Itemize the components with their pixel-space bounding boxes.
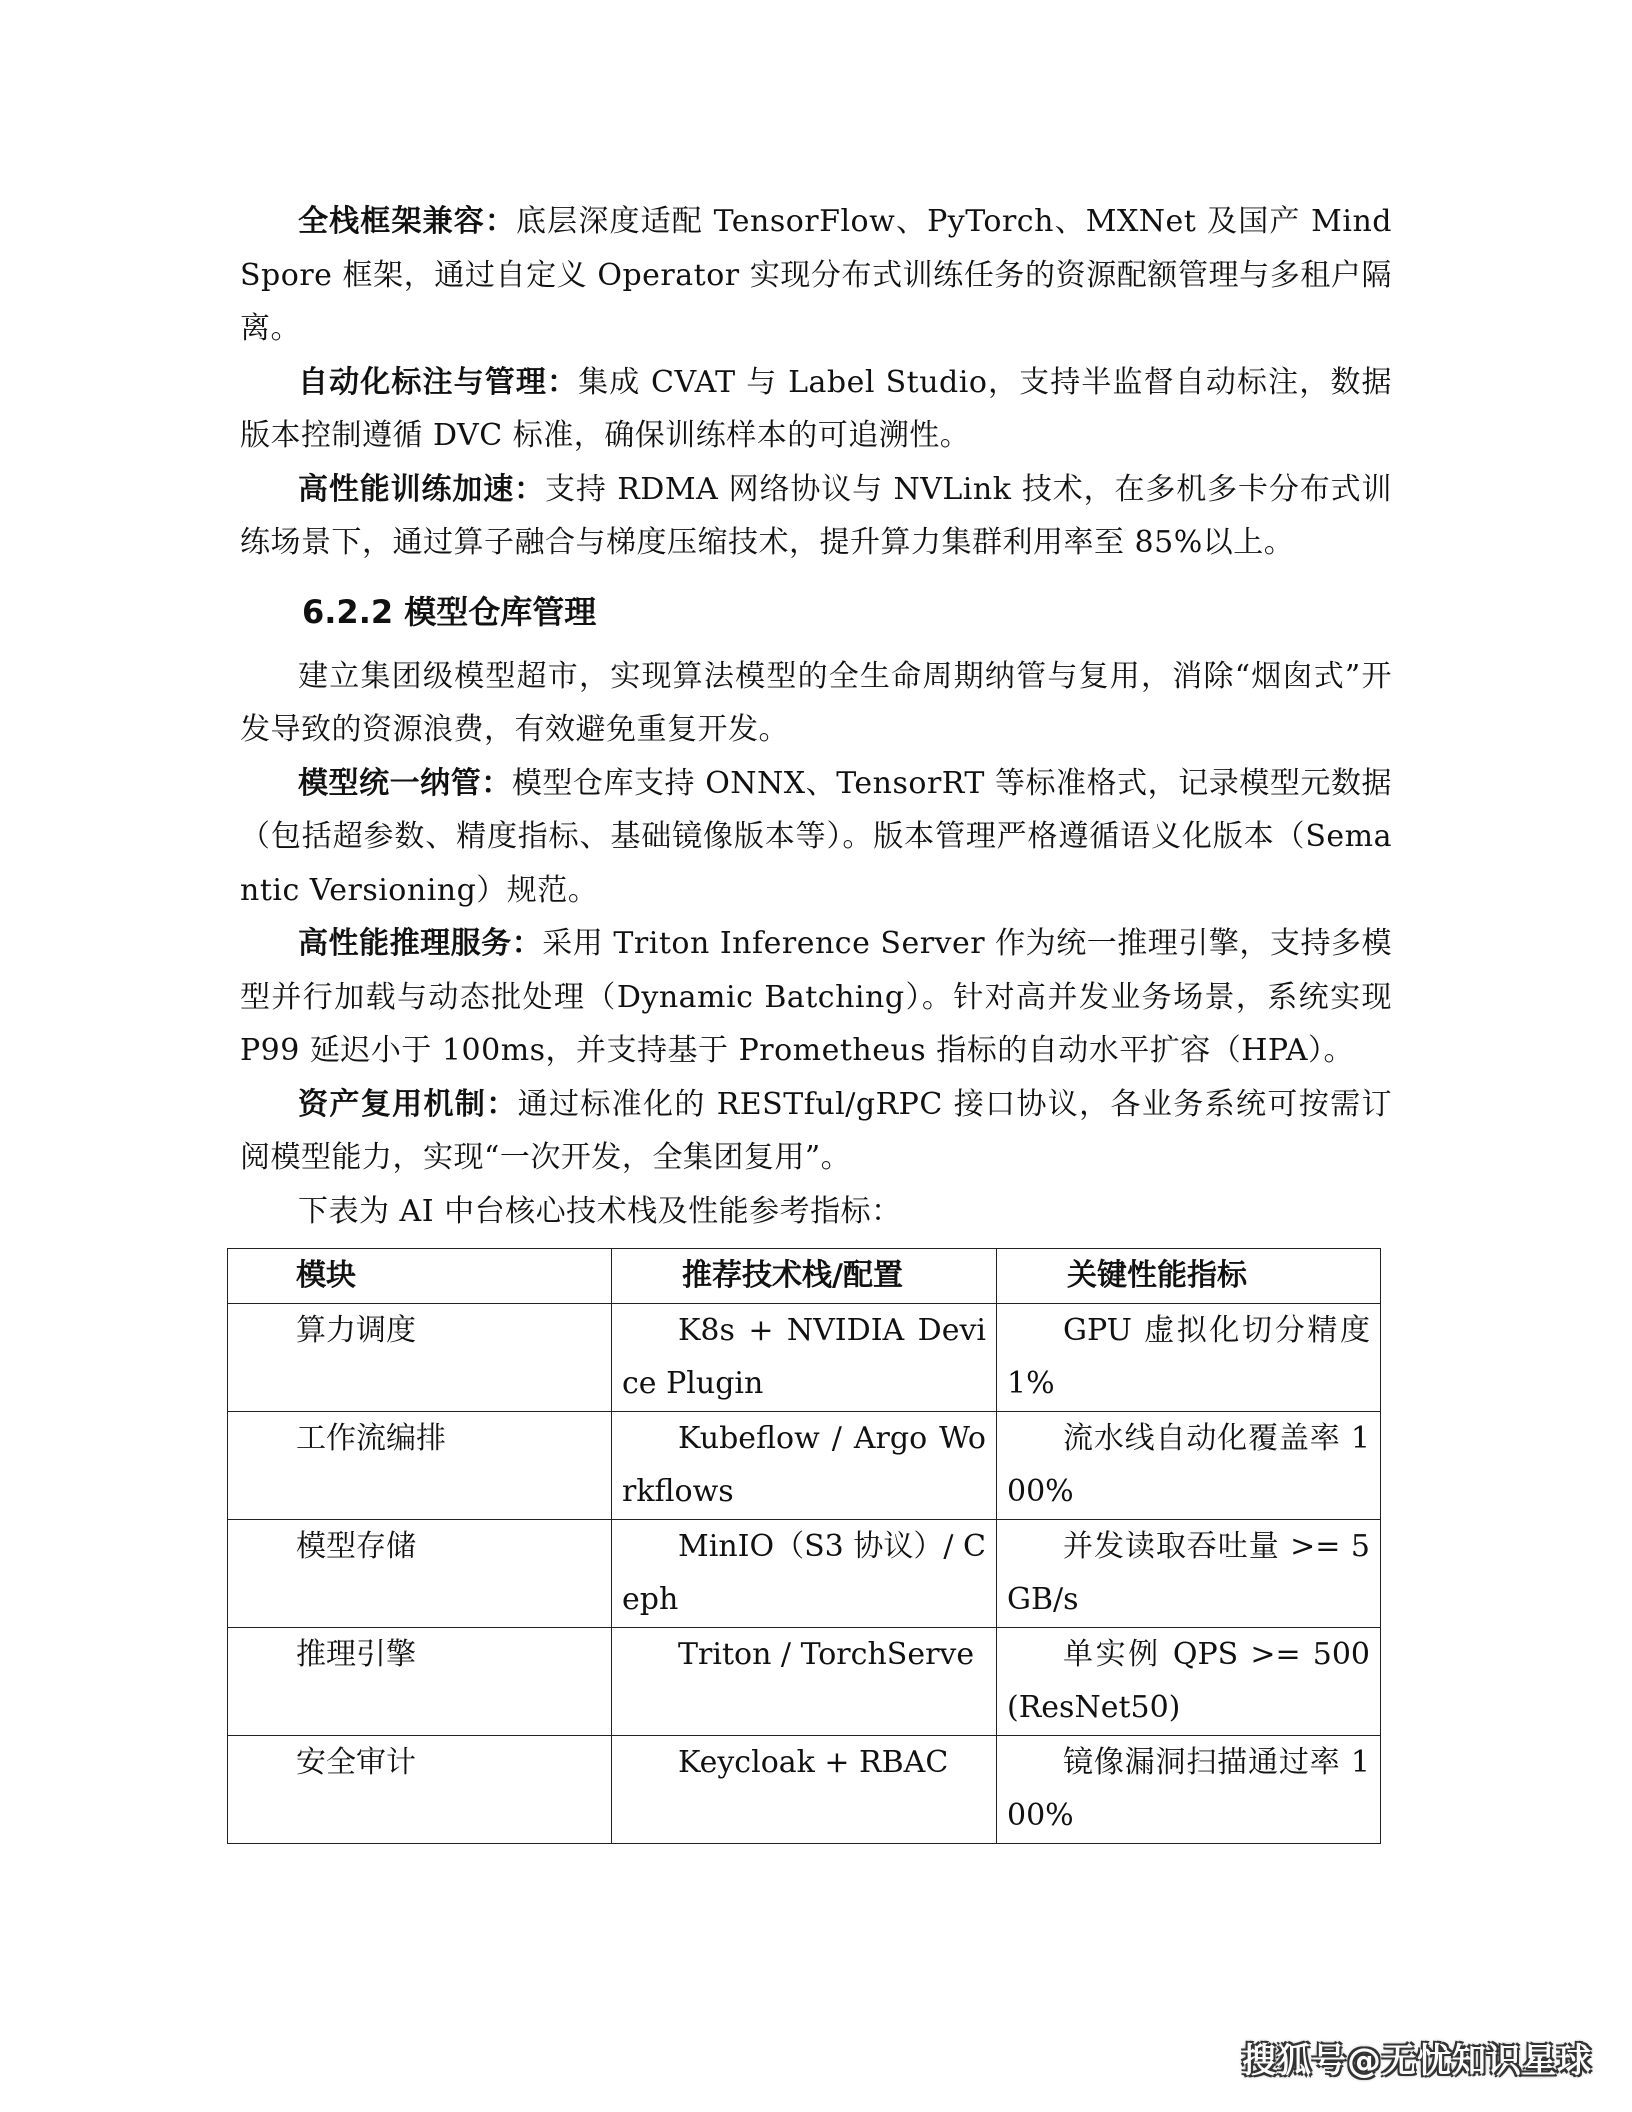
table-cell-metric: 单实例 QPS >= 500 (ResNet50) bbox=[997, 1627, 1381, 1735]
table-caption bbox=[240, 1185, 1392, 1239]
table-cell-stack: K8s + NVIDIA Device Plugin bbox=[612, 1303, 997, 1411]
table-cell-module: 工作流编排 bbox=[228, 1411, 612, 1519]
paragraph-lead: 自动化标注与管理： bbox=[298, 364, 579, 400]
document-body bbox=[240, 195, 1392, 1238]
table-cell-module: 推理引擎 bbox=[228, 1627, 612, 1735]
table-header-metric: 关键性能指标 bbox=[997, 1249, 1381, 1304]
table-cell-metric: 流水线自动化覆盖率 100% bbox=[997, 1411, 1381, 1519]
paragraph-lead: 模型统一纳管： bbox=[298, 765, 512, 801]
table-cell-metric: 并发读取吞吐量 >= 5GB/s bbox=[997, 1519, 1381, 1627]
watermark: 搜狐号@无忧知识星球 bbox=[1242, 2041, 1592, 2081]
paragraph-text: 集成 CVAT 与 Label Studio，支持半监督自动标注，数据版本控制遵循 DVC 标准，确保训练样本的可追溯性。 bbox=[240, 364, 1393, 453]
table-row bbox=[228, 1519, 1381, 1627]
paragraph-text: 支持 RDMA 网络协议与 NVLink 技术，在多机多卡分布式训练场景下，通过算子融合与梯度压缩技术，提升算力集群利用率至 85%以上。 bbox=[240, 471, 1392, 560]
table-cell-stack: Triton / TorchServe bbox=[612, 1627, 997, 1735]
paragraph-lead: 全栈框架兼容： bbox=[298, 204, 517, 239]
paragraph-text: 通过标准化的 RESTful/gRPC 接口协议，各业务系统可按需订阅模型能力，实现“一次开发，全集团复用”。 bbox=[240, 1086, 1392, 1175]
paragraph-text: 建立集团级模型超市，实现算法模型的全生命周期纳管与复用，消除“烟囱式”开发导致的资源浪费，有效避免重复开发。 bbox=[240, 658, 1392, 747]
table-cell-module: 安全审计 bbox=[228, 1735, 612, 1843]
paragraph-text: 模型仓库支持 ONNX、TensorRT 等标准格式，记录模型元数据（包括超参数、精度指标、基础镜像版本等）。版本管理严格遵循语义化版本（Semantic Versioning）规范。 bbox=[240, 765, 1392, 908]
table-row bbox=[228, 1411, 1381, 1519]
table-cell-stack: MinIO（S3 协议）/ Ceph bbox=[612, 1519, 997, 1627]
paragraph-model-management bbox=[240, 757, 1392, 918]
table-row bbox=[228, 1303, 1381, 1411]
paragraph-text: 底层深度适配 TensorFlow、PyTorch、MXNet 及国产 MindSpore 框架，通过自定义 Operator 实现分布式训练任务的资源配额管理与多租户隔离。 bbox=[240, 204, 1393, 346]
paragraph-text: 下表为 AI 中台核心技术栈及性能参考指标： bbox=[298, 1193, 902, 1229]
section-heading: 6.2.2 模型仓库管理 bbox=[302, 592, 597, 631]
paragraph-lead: 资产复用机制： bbox=[298, 1086, 518, 1122]
table-cell-module: 模型存储 bbox=[228, 1519, 612, 1627]
paragraph-model-market bbox=[240, 650, 1392, 757]
table-header-row bbox=[228, 1249, 1381, 1304]
table-cell-stack: Keycloak + RBAC bbox=[612, 1735, 997, 1843]
table-cell-metric: GPU 虚拟化切分精度 1% bbox=[997, 1303, 1381, 1411]
table-row bbox=[228, 1627, 1381, 1735]
paragraph-framework-compat bbox=[240, 195, 1392, 356]
paragraph-asset-reuse bbox=[240, 1078, 1392, 1185]
paragraph-inference-service bbox=[240, 917, 1392, 1078]
table-cell-module: 算力调度 bbox=[228, 1303, 612, 1411]
table-cell-stack: Kubeflow / Argo Workflows bbox=[612, 1411, 997, 1519]
table-cell-metric: 镜像漏洞扫描通过率 100% bbox=[997, 1735, 1381, 1843]
table-row bbox=[228, 1735, 1381, 1843]
paragraph-training-accel bbox=[240, 463, 1392, 570]
tech-stack-table bbox=[227, 1248, 1381, 1844]
paragraph-lead: 高性能训练加速： bbox=[298, 471, 546, 507]
paragraph-auto-labeling bbox=[240, 356, 1392, 463]
table-header-stack: 推荐技术栈/配置 bbox=[612, 1249, 997, 1304]
paragraph-text: 采用 Triton Inference Server 作为统一推理引擎，支持多模型并行加载与动态批处理（Dynamic Batching）。针对高并发业务场景，系统实现 P99 延迟小于 100ms，并支持基于 Prometheus 指标的自动水平扩容（HPA）。 bbox=[240, 926, 1393, 1068]
paragraph-lead: 高性能推理服务： bbox=[298, 926, 543, 961]
table-header-module: 模块 bbox=[228, 1249, 612, 1304]
